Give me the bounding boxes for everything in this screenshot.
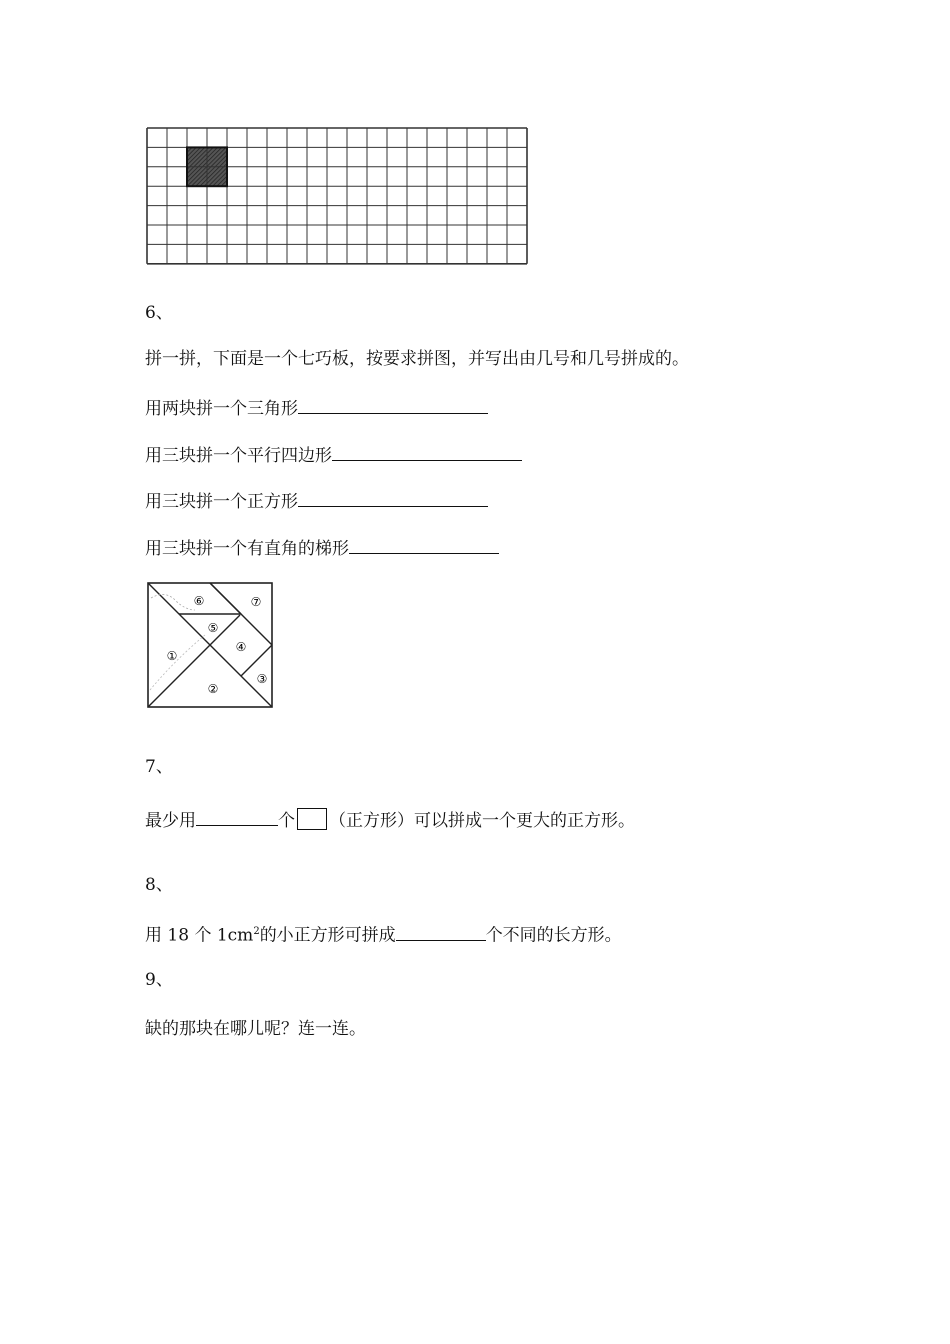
answer-blank-rectangles[interactable] bbox=[396, 924, 486, 941]
task-trapezoid bbox=[145, 537, 499, 560]
tangram-figure bbox=[145, 580, 275, 710]
task-square-text: 用三块拼一个正方形 bbox=[145, 492, 298, 512]
q8-prefix: 用 18 个 1cm bbox=[145, 925, 254, 946]
piece-label-6: ⑥ bbox=[193, 594, 205, 608]
piece-label-1: ① bbox=[166, 649, 178, 663]
question-6-instruction: 拼一拼，下面是一个七巧板，按要求拼图，并写出由几号和几号拼成的。 bbox=[145, 349, 689, 369]
shaded-cell bbox=[187, 147, 207, 166]
q8-suffix1: 的小正方形可拼成 bbox=[259, 925, 396, 946]
q8-superscript: 2 bbox=[253, 926, 260, 937]
answer-blank-square[interactable] bbox=[298, 490, 488, 507]
shaded-cell bbox=[207, 167, 227, 186]
shaded-cell bbox=[187, 167, 207, 186]
answer-blank-trapezoid[interactable] bbox=[349, 537, 499, 554]
small-square-icon bbox=[297, 808, 327, 830]
question-9-number: 9、 bbox=[145, 970, 173, 990]
q7-prefix: 最少用 bbox=[145, 811, 196, 831]
piece-label-4: ④ bbox=[235, 640, 247, 654]
task-parallelogram bbox=[145, 444, 522, 467]
question-6-number: 6、 bbox=[145, 303, 173, 323]
q7-middle: 个 bbox=[278, 811, 295, 831]
piece-label-5: ⑤ bbox=[207, 621, 219, 635]
answer-blank-min-squares[interactable] bbox=[196, 809, 278, 826]
piece-label-7: ⑦ bbox=[250, 595, 262, 609]
square-grid-figure bbox=[145, 126, 531, 266]
tangram-line bbox=[210, 583, 241, 614]
q7-suffix: （正方形）可以拼成一个更大的正方形。 bbox=[329, 811, 635, 831]
question-7-number: 7、 bbox=[145, 757, 173, 777]
answer-blank-parallelogram[interactable] bbox=[332, 444, 522, 461]
task-trapezoid-text: 用三块拼一个有直角的梯形 bbox=[145, 539, 349, 559]
question-8-number: 8、 bbox=[145, 875, 173, 895]
task-triangle bbox=[145, 397, 488, 420]
task-parallelogram-text: 用三块拼一个平行四边形 bbox=[145, 446, 332, 466]
question-9-text: 缺的那块在哪儿呢？连一连。 bbox=[145, 1019, 366, 1039]
task-square bbox=[145, 490, 488, 513]
piece-label-3: ③ bbox=[256, 672, 268, 686]
shaded-cell bbox=[207, 147, 227, 166]
answer-blank-triangle[interactable] bbox=[298, 397, 488, 414]
task-triangle-text: 用两块拼一个三角形 bbox=[145, 399, 298, 419]
piece-label-2: ② bbox=[207, 682, 219, 696]
watermark-scribble bbox=[150, 635, 205, 690]
question-7-text bbox=[145, 808, 635, 832]
q8-suffix2: 个不同的长方形。 bbox=[485, 925, 622, 946]
question-8-text bbox=[145, 921, 622, 947]
